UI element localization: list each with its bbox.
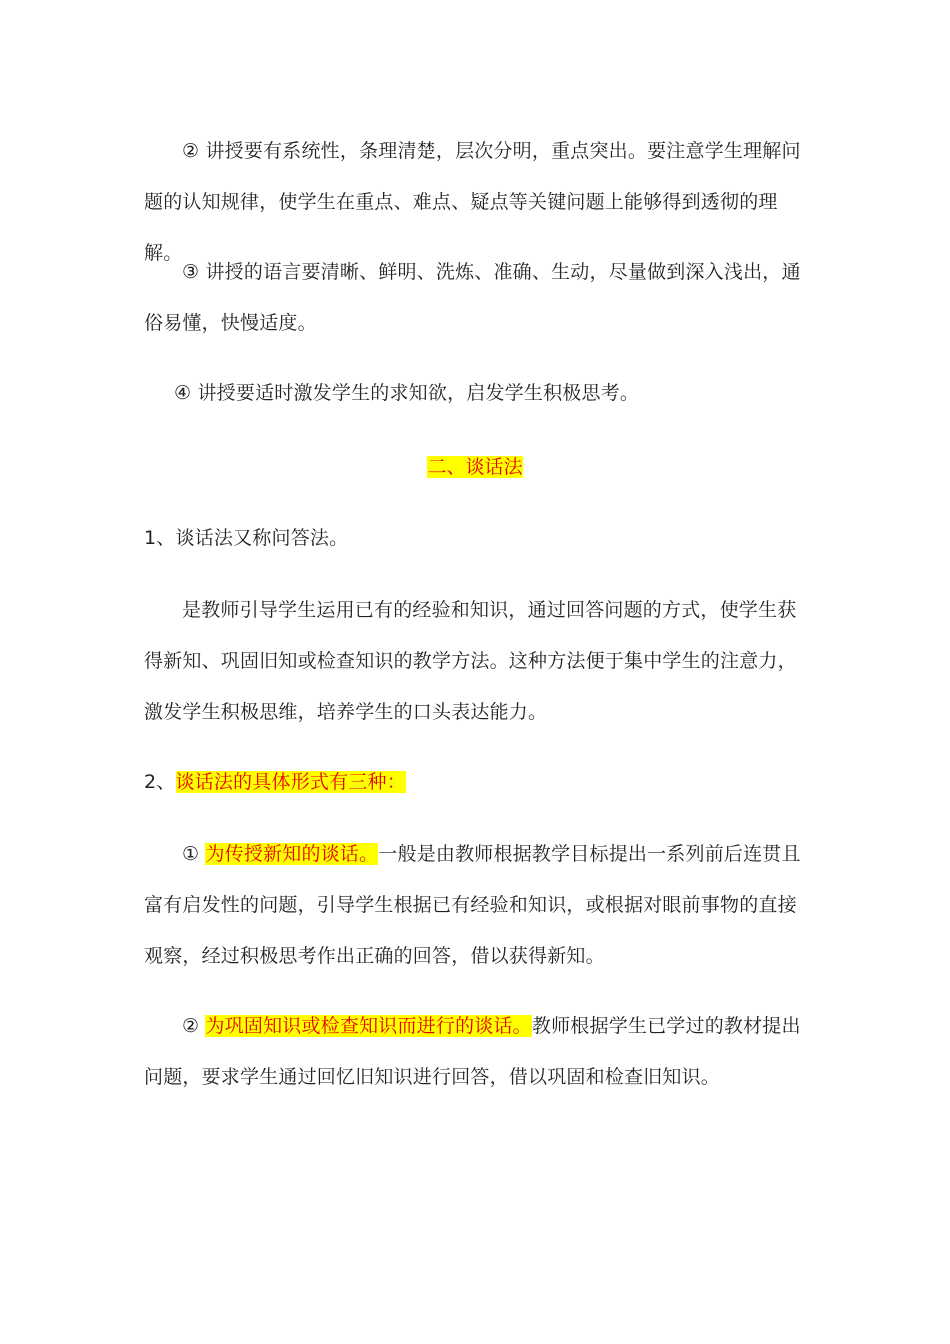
point-2-prefix: 2、 — [144, 771, 176, 793]
section-heading — [0, 452, 950, 482]
paragraph-item-4: ④ 讲授要适时激发学生的求知欲，启发学生积极思考。 — [174, 382, 640, 404]
point-2-highlight: 谈话法的具体形式有三种： — [175, 771, 406, 793]
form-2-text: 教师根据学生已学过的教材提出问题，要求学生通过回忆旧知识进行回答，借以巩固和检查旧知识。 — [144, 1015, 801, 1088]
form-1-prefix: ① — [182, 843, 206, 865]
definition-paragraph: 是教师引导学生运用已有的经验和知识，通过回答问题的方式，使学生获得新知、巩固旧知或检查知识的教学方法。这种方法便于集中学生的注意力，激发学生积极思维，培养学生的口头表达能力。 — [144, 599, 797, 723]
form-1-text: 一般是由教师根据教学目标提出一系列前后连贯且富有启发性的问题，引导学生根据已有经验和知识，或根据对眼前事物的直接观察，经过积极思考作出正确的回答，借以获得新知。 — [144, 843, 801, 967]
form-2-highlight: 为巩固知识或检查知识而进行的谈话。 — [205, 1015, 532, 1037]
paragraph-item-3: ③ 讲授的语言要清晰、鲜明、洗炼、准确、生动，尽量做到深入浅出，通俗易懂，快慢适度。 — [144, 261, 801, 334]
point-1: 1、谈话法又称问答法。 — [144, 527, 349, 549]
section-heading-text: 二、谈话法 — [427, 456, 523, 478]
paragraph-item-2: ② 讲授要有系统性，条理清楚，层次分明，重点突出。要注意学生理解问题的认知规律，使学生在重点、难点、疑点等关键问题上能够得到透彻的理解。 — [144, 140, 801, 264]
point-2 — [144, 757, 809, 808]
form-1-paragraph — [144, 829, 809, 982]
form-2-prefix: ② — [182, 1015, 206, 1037]
form-2-paragraph — [144, 1001, 809, 1103]
form-1-highlight: 为传授新知的谈话。 — [205, 843, 379, 865]
